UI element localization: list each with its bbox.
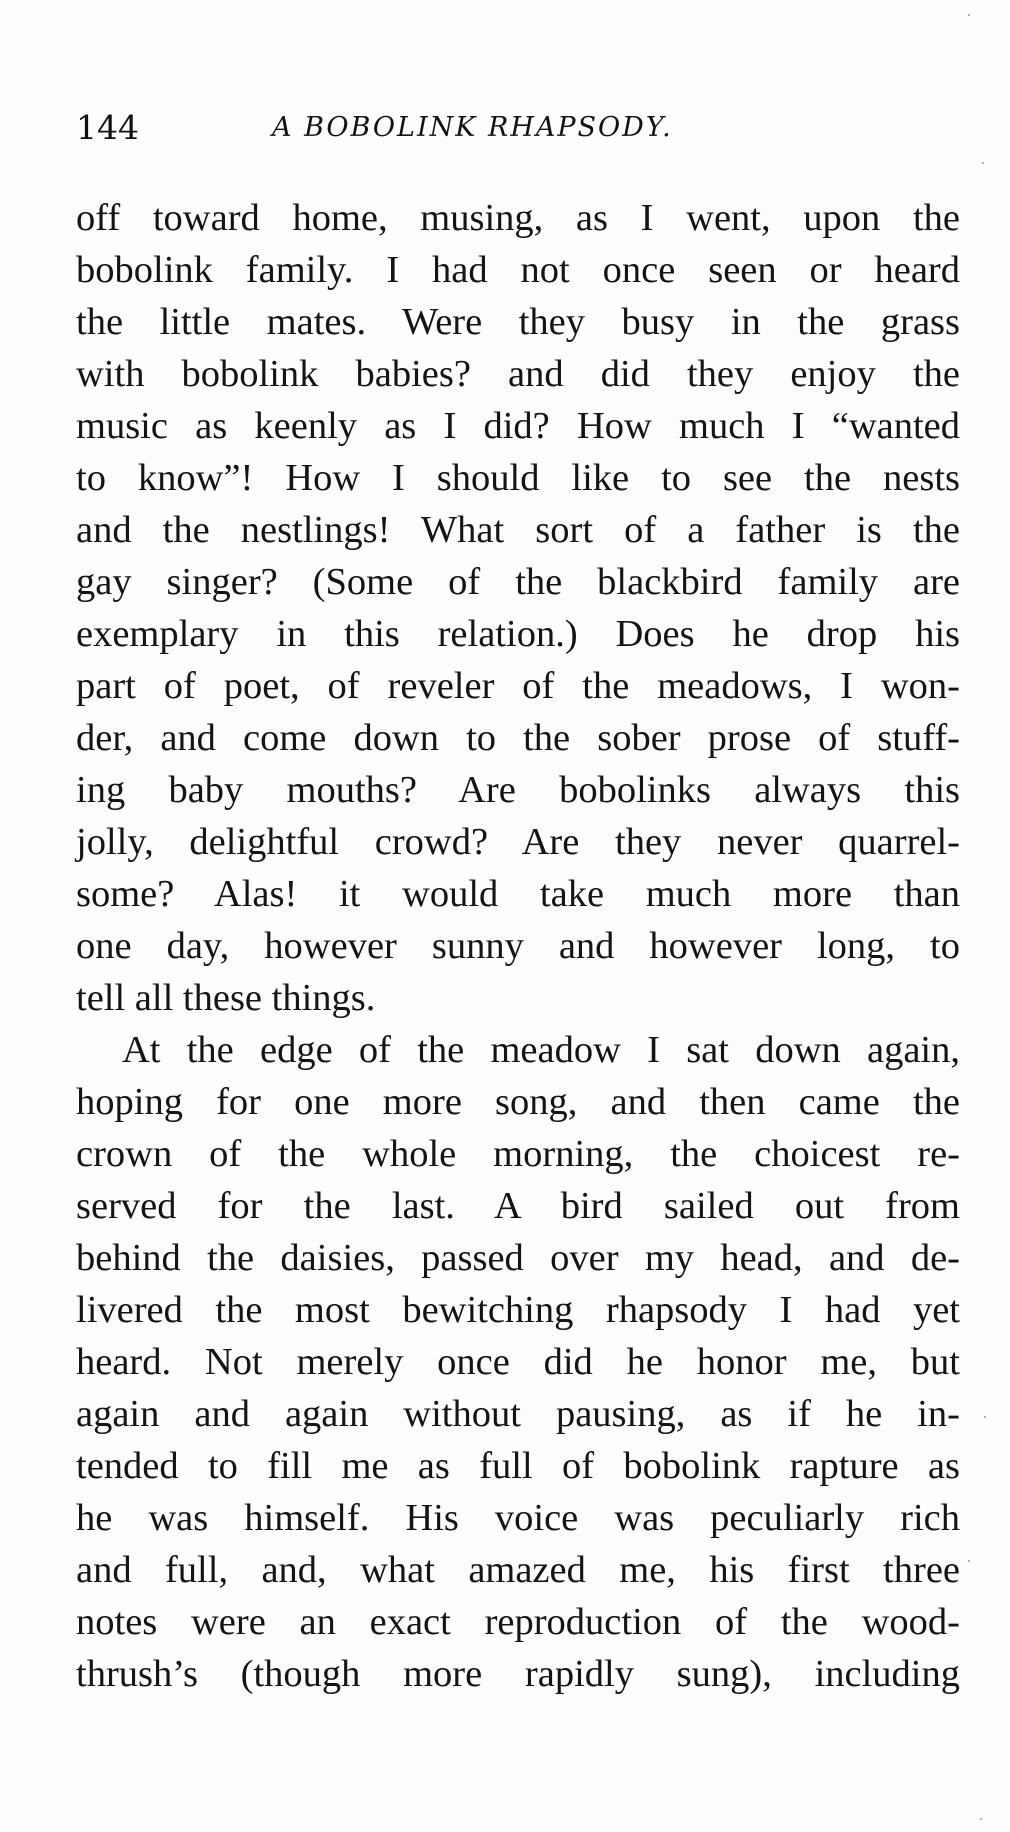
text-line: notes were an exact reproduction of the wood- [76,1601,960,1643]
text-line: served for the last. A bird sailed out from [76,1185,960,1227]
running-title: A BOBOLINK RHAPSODY. [272,112,673,143]
text-line: ing baby mouths? Are bobolinks always this [76,769,960,811]
text-line: exemplary in this relation.) Does he drop his [76,613,960,655]
text-line: with bobolink babies? and did they enjoy the [76,353,960,395]
text-line: At the edge of the meadow I sat down again, [122,1029,960,1071]
text-line: thrush’s (though more rapidly sung), including [76,1653,960,1695]
text-line: part of poet, of reveler of the meadows, I won- [76,665,960,707]
text-line: crown of the whole morning, the choicest re- [76,1133,960,1175]
text-line: again and again without pausing, as if he in- [76,1393,960,1435]
paragraph [76,192,960,1024]
paragraph [76,1024,960,1700]
text-line: behind the daisies, passed over my head, and de- [76,1237,960,1279]
text-line: der, and come down to the sober prose of stuff- [76,717,960,759]
text-line: to know”! How I should like to see the nests [76,457,960,499]
text-line: gay singer? (Some of the blackbird family are [76,561,960,603]
text-line: tell all these things. [76,977,376,1019]
text-line: heard. Not merely once did he honor me, but [76,1341,960,1383]
text-line: music as keenly as I did? How much I “wanted [76,405,960,447]
text-line: bobolink family. I had not once seen or heard [76,249,960,291]
text-line: one day, however sunny and however long, to [76,925,960,967]
page-number: 144 [76,108,139,147]
scan-speck [980,1818,982,1820]
text-line: and full, and, what amazed me, his first three [76,1549,960,1591]
text-line: tended to fill me as full of bobolink rapture as [76,1445,960,1487]
text-line: the little mates. Were they busy in the grass [76,301,960,343]
text-line: off toward home, musing, as I went, upon the [76,197,960,239]
scan-speck [982,162,984,164]
text-line: he was himself. His voice was peculiarly rich [76,1497,960,1539]
text-line: livered the most bewitching rhapsody I had yet [76,1289,960,1331]
text-line: hoping for one more song, and then came the [76,1081,960,1123]
text-line: and the nestlings! What sort of a father is the [76,509,960,551]
page-header [76,108,966,158]
scan-speck [968,1560,970,1562]
text-line: jolly, delightful crowd? Are they never quarrel- [76,821,960,863]
scan-speck [984,1416,986,1418]
scan-speck [968,14,970,16]
body-text [76,192,960,1700]
text-line: some? Alas! it would take much more than [76,873,960,915]
